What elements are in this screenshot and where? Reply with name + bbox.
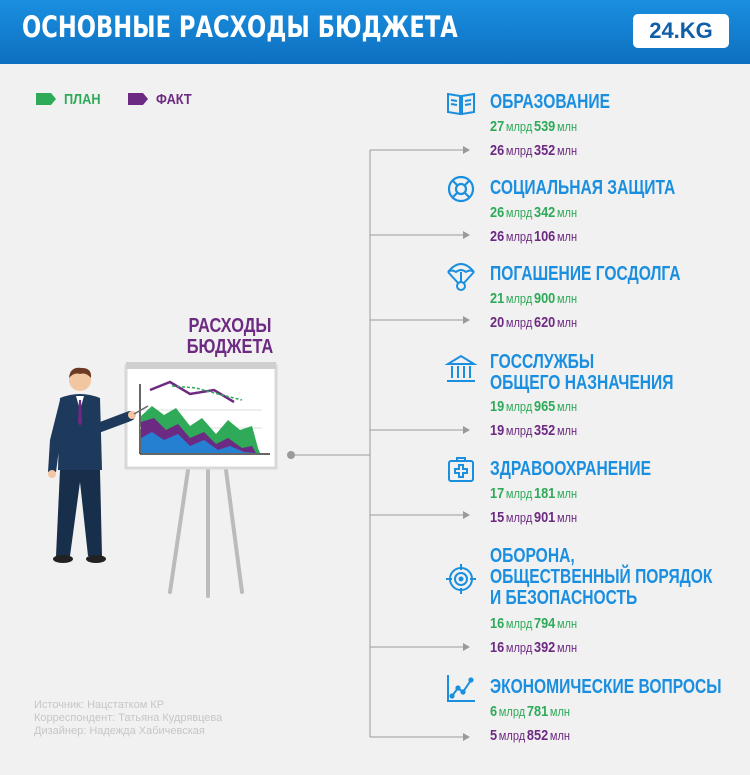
category-title: ПОГАШЕНИЕ ГОСДОЛГА [490,263,681,285]
book-icon [444,86,478,120]
credit-correspondent: Корреспондент: Татьяна Кудрявцева [34,712,223,724]
plan-value: 26 млрд 342 млн [490,204,578,221]
presenter-illustration [30,360,290,600]
category-debt-repayment [444,258,744,333]
fact-value: 19 млрд 352 млн [490,422,578,439]
category-title: ОБРАЗОВАНИЕ [490,91,610,113]
page-title: ОСНОВНЫЕ РАСХОДЫ БЮДЖЕТА [22,10,458,44]
category-title: ЭКОНОМИЧЕСКИЕ ВОПРОСЫ [490,676,722,698]
fact-value: 15 млрд 901 млн [490,509,578,526]
plan-value: 17 млрд 181 млн [490,485,578,502]
category-economic-affairs [444,671,744,751]
legend-fact-label: ФАКТ [156,90,192,108]
parachute-icon [444,258,478,292]
trend-chart-icon [444,671,478,705]
target-icon [444,562,478,596]
category-title: СОЦИАЛЬНАЯ ЗАЩИТА [490,177,676,199]
category-title: ГОССЛУЖБЫ ОБЩЕГО НАЗНАЧЕНИЯ [490,351,674,394]
category-public-services [444,352,744,442]
plan-value: 27 млрд 539 млн [490,118,578,135]
section-title: РАСХОДЫ БЮДЖЕТА [186,315,274,358]
first-aid-icon [444,453,478,487]
lifebuoy-icon [444,172,478,206]
fact-value: 20 млрд 620 млн [490,314,578,331]
category-defense [444,545,744,658]
plan-value: 21 млрд 900 млн [490,290,578,307]
category-education [444,86,744,161]
site-logo[interactable]: 24.KG [633,14,729,48]
category-social-protection [444,172,744,247]
fact-value: 5 млрд 852 млн [490,727,571,744]
category-healthcare [444,453,744,528]
fact-value: 16 млрд 392 млн [490,639,578,656]
credit-designer: Дизайнер: Надежда Хабичевская [34,725,205,737]
category-title: ЗДРАВООХРАНЕНИЕ [490,458,651,480]
fact-value: 26 млрд 352 млн [490,142,578,159]
plan-value: 19 млрд 965 млн [490,398,578,415]
plan-value: 6 млрд 781 млн [490,703,571,720]
credits [34,699,222,738]
legend-plan-label: ПЛАН [64,90,101,108]
government-building-icon [444,352,478,386]
fact-value: 26 млрд 106 млн [490,228,578,245]
plan-value: 16 млрд 794 млн [490,615,578,632]
category-title: ОБОРОНА, ОБЩЕСТВЕННЫЙ ПОРЯДОК И БЕЗОПАСНОСТЬ [490,545,713,609]
credit-source: Источник: Нацстатком КР [34,699,165,711]
